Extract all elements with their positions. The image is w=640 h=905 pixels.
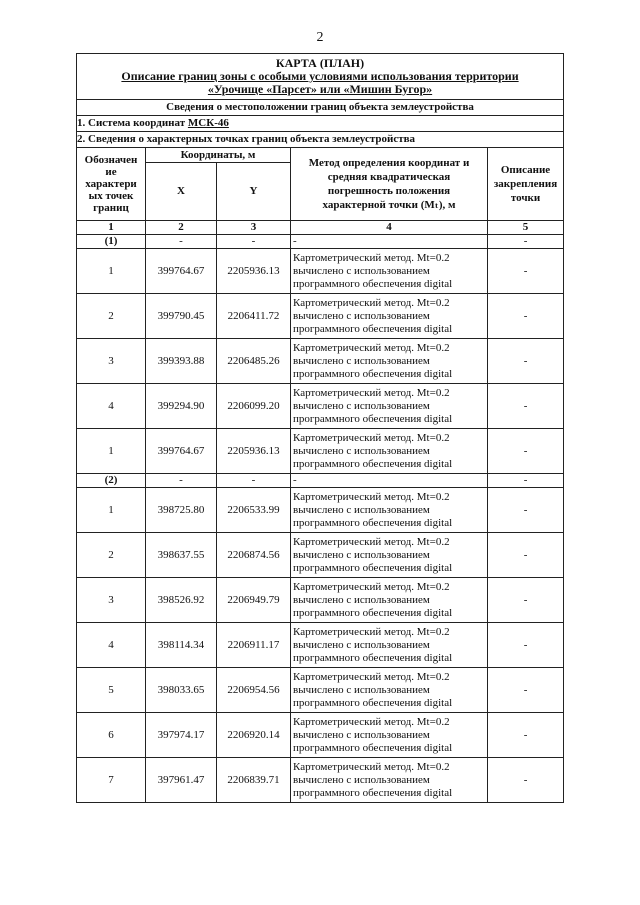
contour-dash: -	[488, 474, 564, 488]
point-number-cell: 6	[77, 713, 146, 758]
x-coordinate-cell: 399764.67	[146, 429, 217, 474]
page-number: 2	[316, 30, 324, 45]
method-text-line: вычислено с использованием	[293, 309, 430, 322]
x-coordinate-cell: 399764.67	[146, 249, 217, 294]
fixing-description-cell: -	[488, 488, 564, 533]
coord-system-label: 1. Система координат	[77, 117, 188, 129]
point-number-cell: 4	[77, 623, 146, 668]
method-cell	[291, 533, 488, 578]
y-coordinate-cell: 2206911.17	[217, 623, 291, 668]
method-text-line: Картометрический метод. Mt=0.2	[293, 490, 450, 503]
contour-dash: -	[146, 474, 217, 488]
contour-label: (1)	[77, 235, 146, 249]
method-cell	[291, 623, 488, 668]
x-coordinate-cell: 399294.90	[146, 384, 217, 429]
method-text-line: вычислено с использованием	[293, 593, 430, 606]
method-cell	[291, 668, 488, 713]
fixing-description-cell: -	[488, 429, 564, 474]
contour-label: (2)	[77, 474, 146, 488]
col-header-x: X	[146, 163, 217, 221]
points-section-heading: 2. Сведения о характерных точках границ объекта землеустройства	[77, 132, 564, 148]
coord-system-value: МСК-46	[187, 117, 229, 129]
table-row	[77, 758, 564, 803]
y-coordinate-cell: 2206099.20	[217, 384, 291, 429]
point-number-cell: 1	[77, 488, 146, 533]
x-coordinate-cell: 397961.47	[146, 758, 217, 803]
method-text-line: программного обеспечения digital	[293, 651, 453, 664]
fixing-description-cell: -	[488, 384, 564, 429]
y-coordinate-cell: 2205936.13	[217, 429, 291, 474]
method-cell	[291, 429, 488, 474]
method-text-line: программного обеспечения digital	[293, 786, 453, 799]
contour-dash: -	[488, 235, 564, 249]
x-coordinate-cell: 398725.80	[146, 488, 217, 533]
x-coordinate-cell: 398637.55	[146, 533, 217, 578]
contour-dash: -	[217, 474, 291, 488]
y-coordinate-cell: 2206954.56	[217, 668, 291, 713]
method-cell	[291, 758, 488, 803]
method-text-line: программного обеспечения digital	[293, 696, 453, 709]
method-text-line: программного обеспечения digital	[293, 367, 453, 380]
table-row	[77, 578, 564, 623]
x-coordinate-cell: 398526.92	[146, 578, 217, 623]
method-text-line: программного обеспечения digital	[293, 277, 453, 290]
point-number-cell: 1	[77, 249, 146, 294]
section-heading: Сведения о местоположении границ объекта землеустройства	[77, 100, 564, 116]
point-number-cell: 3	[77, 339, 146, 384]
method-cell	[291, 249, 488, 294]
method-text-line: программного обеспечения digital	[293, 741, 453, 754]
method-text-line: Картометрический метод. Mt=0.2	[293, 251, 450, 264]
y-coordinate-cell: 2206920.14	[217, 713, 291, 758]
coord-system-row	[77, 116, 564, 132]
x-coordinate-cell: 399393.88	[146, 339, 217, 384]
fixing-description-cell: -	[488, 294, 564, 339]
col-header-coordinates: Координаты, м	[146, 148, 291, 163]
method-text-line: вычислено с использованием	[293, 548, 430, 561]
table-row	[77, 294, 564, 339]
method-text-line: программного обеспечения digital	[293, 561, 453, 574]
fixing-description-cell: -	[488, 623, 564, 668]
point-number-cell: 5	[77, 668, 146, 713]
contour-group-row	[77, 235, 564, 249]
boundary-description-table	[76, 53, 564, 803]
method-text-line: вычислено с использованием	[293, 444, 430, 457]
x-coordinate-cell: 397974.17	[146, 713, 217, 758]
point-number-cell: 3	[77, 578, 146, 623]
fixing-description-cell: -	[488, 668, 564, 713]
method-text-line: вычислено с использованием	[293, 354, 430, 367]
point-number-cell: 2	[77, 294, 146, 339]
point-number-cell: 7	[77, 758, 146, 803]
contour-dash: -	[291, 474, 488, 488]
method-text-line: Картометрический метод. Mt=0.2	[293, 341, 450, 354]
method-text-line: программного обеспечения digital	[293, 457, 453, 470]
method-cell	[291, 488, 488, 533]
table-row	[77, 429, 564, 474]
y-coordinate-cell: 2206874.56	[217, 533, 291, 578]
method-text-line: вычислено с использованием	[293, 264, 430, 277]
contour-dash: -	[291, 235, 488, 249]
col-header-fixing: Описание закрепления точки	[488, 148, 564, 221]
method-text-line: вычислено с использованием	[293, 638, 430, 651]
method-text-line: Картометрический метод. Mt=0.2	[293, 580, 450, 593]
method-text-line: программного обеспечения digital	[293, 606, 453, 619]
table-row	[77, 488, 564, 533]
fixing-description-cell: -	[488, 758, 564, 803]
method-text-line: вычислено с использованием	[293, 773, 430, 786]
table-row	[77, 623, 564, 668]
fixing-description-cell: -	[488, 578, 564, 623]
x-coordinate-cell: 398114.34	[146, 623, 217, 668]
method-text-line: программного обеспечения digital	[293, 322, 453, 335]
method-cell	[291, 713, 488, 758]
table-row	[77, 668, 564, 713]
contour-group-row	[77, 474, 564, 488]
method-text-line: программного обеспечения digital	[293, 516, 453, 529]
point-number-cell: 4	[77, 384, 146, 429]
column-numbers-row: 1 2 3 4 5	[77, 221, 564, 235]
table-row	[77, 533, 564, 578]
method-text-line: Картометрический метод. Mt=0.2	[293, 715, 450, 728]
method-text-line: Картометрический метод. Mt=0.2	[293, 386, 450, 399]
y-coordinate-cell: 2206485.26	[217, 339, 291, 384]
contour-dash: -	[217, 235, 291, 249]
method-text-line: вычислено с использованием	[293, 728, 430, 741]
method-text-line: программного обеспечения digital	[293, 412, 453, 425]
col-header-y: Y	[217, 163, 291, 221]
method-text-line: вычислено с использованием	[293, 503, 430, 516]
method-text-line: Картометрический метод. Mt=0.2	[293, 431, 450, 444]
y-coordinate-cell: 2206411.72	[217, 294, 291, 339]
y-coordinate-cell: 2206949.79	[217, 578, 291, 623]
table-row	[77, 339, 564, 384]
method-text-line: Картометрический метод. Mt=0.2	[293, 535, 450, 548]
method-cell	[291, 339, 488, 384]
document-header	[77, 54, 564, 100]
method-text-line: вычислено с использованием	[293, 683, 430, 696]
document-subtitle-line2: «Урочище «Парсет» или «Мишин Бугор»	[207, 82, 433, 96]
y-coordinate-cell: 2206839.71	[217, 758, 291, 803]
fixing-description-cell: -	[488, 339, 564, 384]
table-row	[77, 713, 564, 758]
y-coordinate-cell: 2206533.99	[217, 488, 291, 533]
fixing-description-cell: -	[488, 249, 564, 294]
method-cell	[291, 384, 488, 429]
point-number-cell: 1	[77, 429, 146, 474]
y-coordinate-cell: 2205936.13	[217, 249, 291, 294]
method-cell	[291, 578, 488, 623]
fixing-description-cell: -	[488, 713, 564, 758]
fixing-description-cell: -	[488, 533, 564, 578]
method-text-line: Картометрический метод. Mt=0.2	[293, 625, 450, 638]
document-title: КАРТА (ПЛАН)	[275, 56, 365, 70]
table-row	[77, 249, 564, 294]
method-text-line: Картометрический метод. Mt=0.2	[293, 670, 450, 683]
contour-dash: -	[146, 235, 217, 249]
col-header-point: Обозначен ие характери ых точек границ	[77, 148, 146, 221]
x-coordinate-cell: 398033.65	[146, 668, 217, 713]
method-text-line: Картометрический метод. Mt=0.2	[293, 760, 450, 773]
method-cell	[291, 294, 488, 339]
method-text-line: вычислено с использованием	[293, 399, 430, 412]
document-subtitle-line1: Описание границ зоны с особыми условиями использования территории	[121, 69, 519, 83]
method-text-line: Картометрический метод. Mt=0.2	[293, 296, 450, 309]
table-row	[77, 384, 564, 429]
col-header-method: Метод определения координат и средняя квадратическая погрешность положения характерной точки (Mₜ), м	[291, 148, 488, 221]
point-number-cell: 2	[77, 533, 146, 578]
x-coordinate-cell: 399790.45	[146, 294, 217, 339]
